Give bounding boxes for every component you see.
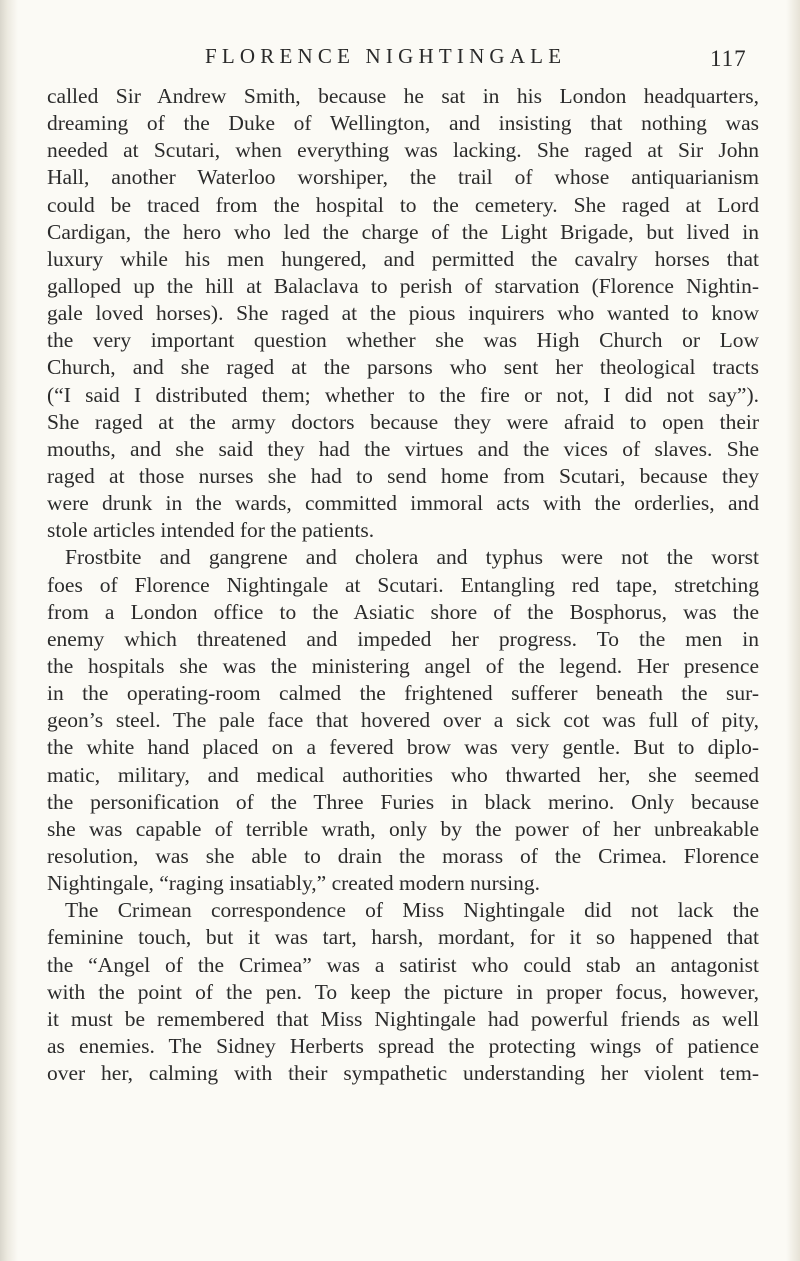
page-edge-shadow [786,0,800,1261]
text-line: galloped up the hill at Balaclava to perish of starvation (Florence Nightin- [47,273,759,298]
running-head: FLORENCE NIGHTINGALE [205,44,567,68]
text-line: raged at those nurses she had to send home from Scutari, because they [47,463,759,488]
text-line: dreaming of the Duke of Wellington, and insisting that nothing was [47,111,759,136]
text-line: the white hand placed on a fevered brow was very gentle. But to diplo- [47,735,759,760]
text-line: as enemies. The Sidney Herberts spread the protecting wings of patience [47,1033,759,1058]
text-line: (“I said I distributed them; whether to the fire or not, I did not say”). [47,382,759,407]
text-line: in the operating-room calmed the frightened sufferer beneath the sur- [47,681,759,706]
text-line: foes of Florence Nightingale at Scutari. Entangling red tape, stretching [47,572,759,597]
text-line: geon’s steel. The pale face that hovered over a sick cot was full of pity, [47,708,759,733]
text-line: matic, military, and medical authorities who thwarted her, she seemed [47,762,759,787]
text-line: luxury while his men hungered, and permitted the cavalry horses that [47,246,759,271]
text-line: Hall, another Waterloo worshiper, the trail of whose antiquarianism [47,165,759,190]
text-line: called Sir Andrew Smith, because he sat in his London headquarters, [47,84,759,108]
text-line: the personification of the Three Furies in black merino. Only because [47,789,759,814]
text-line: mouths, and she said they had the virtues and the vices of slaves. She [47,436,759,461]
text-line: feminine touch, but it was tart, harsh, mordant, for it so happened that [47,925,759,950]
text-line: were drunk in the wards, committed immoral acts with the orderlies, and [47,491,759,516]
text-line: from a London office to the Asiatic shore of the Bosphorus, was the [47,599,759,624]
text-line: it must be remembered that Miss Nightingale had powerful friends as well [47,1006,759,1031]
text-line: with the point of the pen. To keep the picture in proper focus, however, [47,979,759,1004]
text-line: she was capable of terrible wrath, only by the power of her unbreakable [47,816,759,841]
text-line: Nightingale, “raging insatiably,” created modern nursing. [47,871,540,896]
page-number: 117 [710,46,747,71]
text-line: stole articles intended for the patients. [47,518,375,543]
page-header [0,38,800,78]
text-line: the “Angel of the Crimea” was a satirist who could stab an antagonist [47,952,759,977]
text-line: the very important question whether she was High Church or Low [47,328,759,353]
text-line: Cardigan, the hero who led the charge of the Light Brigade, but lived in [47,219,759,244]
text-line: Church, and she raged at the parsons who sent her theological tracts [47,355,759,380]
text-line: the hospitals she was the ministering angel of the legend. Her presence [47,653,759,678]
text-line: could be traced from the hospital to the cemetery. She raged at Lord [47,192,759,217]
text-line: needed at Scutari, when everything was lacking. She raged at Sir John [47,138,759,163]
text-line: Frostbite and gangrene and cholera and typhus were not the worst [65,545,759,570]
body-text [47,83,759,1087]
text-line: resolution, was she able to drain the morass of the Crimea. Florence [47,843,759,868]
text-line: over her, calming with their sympathetic understanding her violent tem- [47,1061,759,1086]
text-line: gale loved horses). She raged at the pious inquirers who wanted to know [47,301,759,326]
text-line: The Crimean correspondence of Miss Nightingale did not lack the [65,898,759,923]
text-line: She raged at the army doctors because they were afraid to open their [47,409,759,434]
text-line: enemy which threatened and impeded her progress. To the men in [47,626,759,651]
binding-gutter [0,0,18,1261]
